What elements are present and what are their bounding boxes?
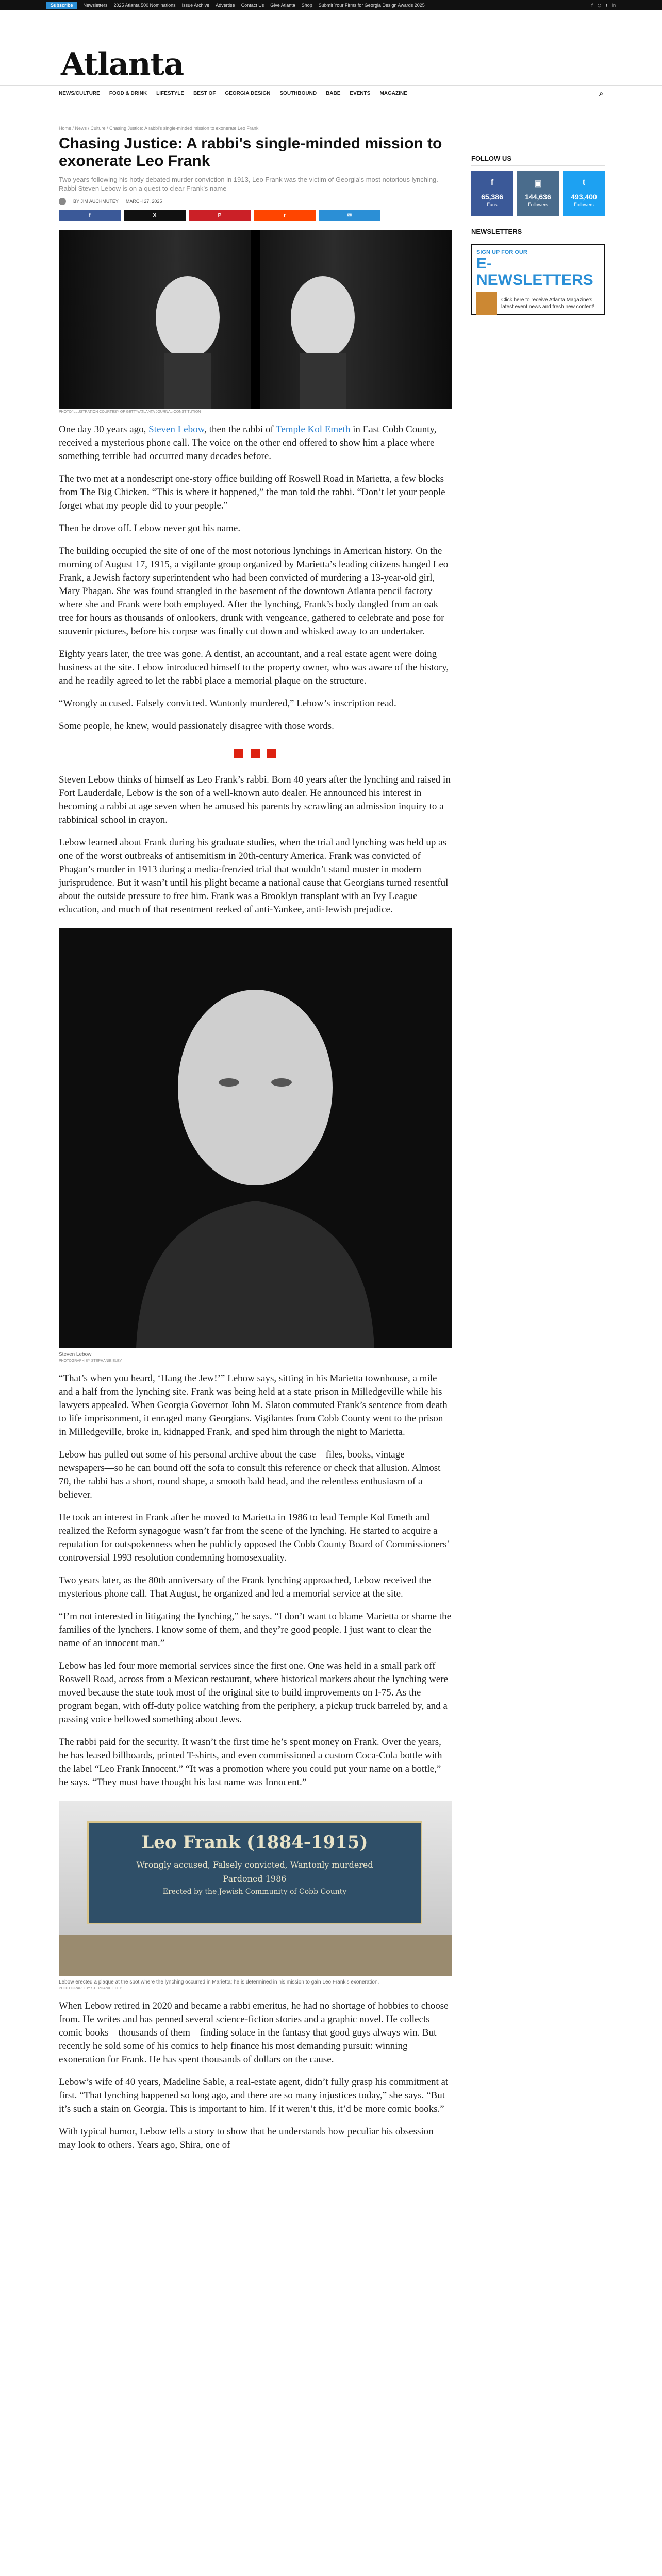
linkedin-icon[interactable]: in — [611, 2, 616, 8]
nav-item[interactable]: SOUTHBOUND — [279, 90, 317, 96]
nav-item[interactable]: MAGAZINE — [379, 90, 407, 96]
twitter-label: Followers — [574, 202, 594, 207]
paragraph: “Wrongly accused. Falsely convicted. Wantonly murdered,” Lebow’s inscription read. — [59, 698, 396, 709]
twitter-count: 493,400 — [571, 193, 597, 201]
topbar-link[interactable]: Give Atlanta — [270, 3, 295, 8]
paragraph: Lebow has led four more memorial services since the first one. One was held in a small park off Roswell Road, across from a Mexican restaurant, where historical markers about the lynching were moved because the state took most of the original site to build improvements on I-75. As the program began, with off-duty police watching from the periphery, a pickup truck barreled by, and a passing voice bellowed something about Jews. — [59, 1660, 448, 1725]
byline — [59, 198, 452, 205]
nav-item[interactable]: LIFESTYLE — [156, 90, 185, 96]
paragraph: Lebow learned about Frank during his graduate studies, when the trial and lynching was held up as one of the worst outbreaks of antisemitism in 20th-century America. Frank was convicted of Phagan’s murder in 1913 during a media-frenzied trial that wouldn’t stand muster in modern jurisprudence. But it wasn’t until his plight became a national cause that Georgians turned resentful about the outside pressure to free him. Frank was a Brooklyn transplant with an Ivy League education, and much of that resentment reeked of anti-Yankee, anti-Jewish prejudice. — [59, 837, 449, 915]
article-dek: Two years following his hotly debated murder conviction in 1913, Leo Frank was the victim of Georgia's most notorious lynching. Rabbi Steven Lebow is on a quest to clear Frank's name — [59, 176, 438, 192]
twitter-icon[interactable]: t — [606, 2, 607, 8]
instagram-icon: ▣ — [534, 179, 542, 188]
paragraph: The rabbi paid for the security. It wasn’t the first time he’s spent money on Frank. Over the years, he has leased billboards, printed T-shirts, and even commissioned a custom Coca-Cola bottle with the label “Leo Frank Innocent.” “It was a promotion where you could put your name on a bottle,” he says. “They must have thought his last name was Innocent.” — [59, 1737, 442, 1788]
paragraph: The two met at a nondescript one-story office building off Roswell Road in Marietta, a few blocks from The Big Chicken. “This is where it happened,” the man told the rabbi. “Don’t let your people forget what my people did to your people.” — [59, 473, 445, 511]
paragraph: The building occupied the site of one of the most notorious lynchings in American history. On the morning of August 17, 1915, a vigilante group organized by Marietta’s leading citizens hanged Leo Frank, a Jewish factory superintendent who had been convicted of murdering a 13-year-old girl, Mary Phagan. She was found strangled in the basement of the downtown Atlanta pencil factory where she and Frank were both employed. After the lynching, Frank’s body dangled from an oak tree for hours as thousands of onlookers, drunk with vengeance, gathered to celebrate and pose for souvenir pictures, before his corpse was finally cut down and whisked away to an undertaker. — [59, 546, 449, 637]
plaque-wall — [59, 1935, 452, 1976]
share-email-button[interactable]: ✉ — [319, 210, 380, 221]
topbar-link[interactable]: Advertise — [216, 3, 235, 8]
publish-date: MARCH 27, 2025 — [125, 199, 162, 204]
lebow-caption: Steven Lebow — [59, 1352, 92, 1358]
plaque-credit: PHOTOGRAPH BY STEPHANIE ELEY — [59, 1987, 122, 1990]
share-pinterest-button[interactable]: P — [189, 210, 251, 221]
paragraph: With typical humor, Lebow tells a story to show that he understands how peculiar his obsession may look to others. Years ago, Shira, one of — [59, 2126, 434, 2150]
paragraph: Some people, he knew, would passionately disagree with those words. — [59, 721, 334, 732]
author-avatar — [59, 198, 66, 205]
share-reddit-button[interactable]: r — [254, 210, 316, 221]
plaque-photo — [59, 1801, 452, 1976]
nav-item[interactable]: FOOD & DRINK — [109, 90, 147, 96]
breadcrumb: Home / News / Culture / Chasing Justice: A rabbi's single-minded mission to exonerate Leo Frank — [59, 126, 259, 131]
instagram-icon[interactable]: ◎ — [597, 2, 602, 8]
nav-item[interactable]: BABE — [326, 90, 341, 96]
plaque-pardon: Pardoned 1986 — [223, 1874, 287, 1884]
main-nav — [0, 85, 662, 101]
newsletter-cta: Click here to receive Atlanta Magazine's latest event news and fresh new content! — [501, 297, 595, 310]
paragraph: Lebow has pulled out some of his personal archive about the case—files, books, vintage newspapers—so he can bound off the sofa to consult this reference or check that allusion. Almost 70, the rabbi has a short, round shape, a smooth bald head, and the relentless enthusiasm of a believer. — [59, 1449, 441, 1500]
share-x-button[interactable]: X — [124, 210, 186, 221]
paragraph: “I’m not interested in litigating the lynching,” he says. “I don’t want to blame Marietta or shame the families of the lynchers. I know some of them, and they’re good people. I just want to clear the name of an innocent man.” — [59, 1611, 452, 1649]
instagram-tile[interactable] — [517, 171, 559, 216]
lebow-credit: PHOTOGRAPH BY STEPHANIE ELEY — [59, 1359, 122, 1363]
lebow-portrait — [59, 928, 452, 1348]
plaque-erected: Erected by the Jewish Community of Cobb County — [162, 1888, 347, 1896]
facebook-icon[interactable]: f — [591, 2, 593, 8]
facebook-tile[interactable] — [471, 171, 513, 216]
paragraph: One day 30 years ago, Steven Lebow, then the rabbi of Temple Kol Emeth in East Cobb County, received a mysterious phone call. The voice on the other end offered to show him a place where something terrible had occurred many decades before. — [59, 424, 437, 462]
topbar-link[interactable]: Newsletters — [83, 3, 108, 8]
social-icons — [591, 3, 616, 8]
paragraph: Lebow’s wife of 40 years, Madeline Sable, a real-estate agent, didn’t fully grasp his commitment at first. “That lynching happened so long ago, and there are so many injustices today,” she says. “But it’s such a stain on Georgia. This is important to him. If it weren’t this, it’d be more comic books.” — [59, 2077, 449, 2114]
paragraph: Two years later, as the 80th anniversary of the Frank lynching approached, Lebow received the mysterious phone call. That August, he organized and led a memorial service at the site. — [59, 1575, 431, 1599]
paragraph: Then he drove off. Lebow never got his name. — [59, 523, 241, 534]
author-name[interactable]: BY JIM AUCHMUTEY — [73, 199, 119, 204]
nav-item[interactable]: BEST OF — [193, 90, 216, 96]
section-divider — [59, 749, 452, 758]
share-facebook-button[interactable]: f — [59, 210, 121, 221]
hero-portrait-image — [59, 230, 452, 409]
site-header — [0, 10, 662, 85]
paragraph: He took an interest in Frank after he moved to Marietta in 1986 to lead Temple Kol Emeth and realized the Reform synagogue wasn’t far from the scene of the lynching. He started to acquire a reputation for outspokenness when he publicly opposed the Cobb County Board of Commissioners’ controversial 1993 resolution condemning homosexuality. — [59, 1512, 450, 1563]
topbar-link[interactable]: Submit Your Firms for Georgia Design Awards 2025 — [318, 3, 425, 8]
site-logo[interactable]: Atlanta — [61, 46, 184, 82]
twitter-tile[interactable] — [563, 171, 605, 216]
paragraph: Eighty years later, the tree was gone. A dentist, an accountant, and a real estate agent were doing business at the site. Lebow introduced himself to the property owner, who was aware of the history, and he readily agreed to let the rabbi place a memorial plaque on the structure. — [59, 649, 449, 686]
article — [59, 135, 452, 2152]
instagram-label: Followers — [528, 202, 548, 207]
search-icon[interactable]: ⌕ — [599, 89, 603, 97]
temple-kol-emeth-link[interactable]: Temple Kol Emeth — [276, 424, 351, 435]
newsletters-heading: NEWSLETTERS — [471, 228, 605, 239]
sidebar — [471, 155, 605, 315]
magazine-cover-image — [476, 292, 497, 315]
plaque-caption: Lebow erected a plaque at the spot where the lynching occurred in Marietta; he is determined in his mission to gain Leo Frank’s exoneration. — [59, 1979, 379, 1985]
share-bar — [59, 210, 452, 221]
facebook-label: Fans — [487, 202, 498, 207]
topbar-link[interactable]: Shop — [301, 3, 312, 8]
facebook-icon: f — [490, 178, 494, 187]
hero-caption: PHOTO/ILLUSTRATION COURTESY OF GETTY/ATLANTA JOURNAL-CONSTITUTION — [59, 410, 201, 414]
newsletter-title: E-NEWSLETTERS — [476, 255, 593, 289]
follow-heading: FOLLOW US — [471, 155, 605, 166]
paragraph: Steven Lebow thinks of himself as Leo Frank’s rabbi. Born 40 years after the lynching and raised in Fort Lauderdale, Lebow is the son of a well-known auto dealer. He announced his interest in becoming a rabbi at age seven when he amused his parents by scrawling an admission inquiry to a rabbinical school in crayon. — [59, 774, 451, 825]
plaque-inscription: Wrongly accused, Falsely convicted, Wantonly murdered — [136, 1860, 373, 1870]
plaque-name: Leo Frank (1884-1915) — [141, 1832, 368, 1853]
twitter-icon: t — [582, 178, 586, 187]
nav-item[interactable]: GEORGIA DESIGN — [225, 90, 271, 96]
top-bar — [0, 0, 662, 10]
steven-lebow-link[interactable]: Steven Lebow — [148, 424, 205, 435]
newsletter-signup[interactable] — [471, 244, 605, 315]
topbar-link[interactable]: 2025 Atlanta 500 Nominations — [113, 3, 176, 8]
hero-image — [59, 230, 452, 409]
paragraph: When Lebow retired in 2020 and became a rabbi emeritus, he had no shortage of hobbies to choose from. He writes and has penned several science-fiction stories and a graphic novel. He collects comic books—thousands of them—finding solace in the fantasy that good guys always win. But recently he sold some of his comics to help finance his most demanding pursuit: winning exoneration for Frank. He has spent thousands of dollars on the cause. — [59, 2001, 449, 2065]
facebook-count: 65,386 — [481, 193, 503, 201]
paragraph: “That’s when you heard, ‘Hang the Jew!’” Lebow says, sitting in his Marietta townhouse, a mile and a half from the lynching site. Frank was being held at a state prison in Milledgeville while his lawyers appealed. When Georgia Governor John M. Slaton commuted Frank’s sentence from death to life imprisonment, it enraged many Georgians. Vigilantes from Cobb County went to the prison in Milledgeville, broke in, kidnapped Frank, and sped him through the night to Marietta. — [59, 1373, 448, 1437]
nav-item[interactable]: NEWS/CULTURE — [59, 90, 100, 96]
instagram-count: 144,636 — [525, 193, 551, 201]
plaque — [87, 1821, 422, 1924]
lebow-portrait-image — [59, 928, 452, 1348]
nav-item[interactable]: EVENTS — [350, 90, 371, 96]
topbar-link[interactable]: Contact Us — [241, 3, 264, 8]
follow-tiles — [471, 171, 605, 216]
topbar-link[interactable]: Issue Archive — [181, 3, 210, 8]
article-title: Chasing Justice: A rabbi's single-minded mission to exonerate Leo Frank — [59, 135, 442, 170]
subscribe-button[interactable]: Subscribe — [46, 2, 77, 9]
newsletter-signup-label: SIGN UP FOR OUR — [476, 249, 527, 256]
